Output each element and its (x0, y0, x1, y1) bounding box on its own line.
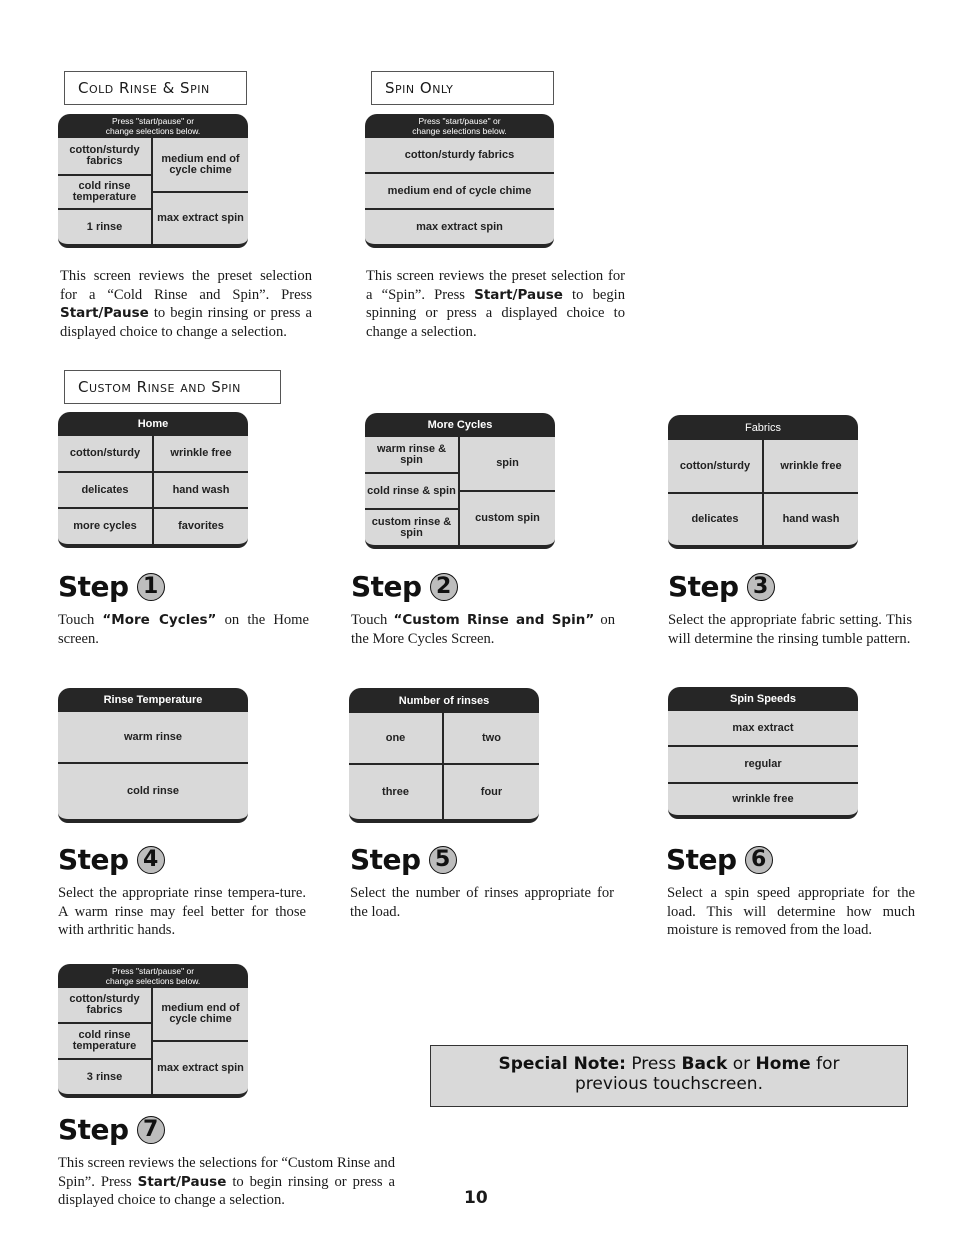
step-7-text: This screen reviews the selections for “Custom Rinse and Spin”. Press Start/Pause to begin rinsing or press a displayed choice to change a selection. (58, 1155, 395, 1208)
spin-regular[interactable]: regular (744, 758, 782, 770)
screen-fabrics (668, 415, 858, 549)
step-5-heading: Step 5 (350, 843, 457, 876)
step-2-text: Touch “Custom Rinse and Spin” on the More Cycles Screen. (351, 612, 616, 647)
option-spin-speed[interactable]: max extract spin (416, 220, 503, 233)
screen-header: Spin Speeds (668, 687, 858, 711)
screen-rinse-temperature (58, 688, 248, 823)
cycle-custom-spin[interactable]: custom spin (475, 512, 540, 524)
rinses-one[interactable]: one (385, 731, 406, 744)
section-title-custom-rinse-spin: Custom Rinse and Spin (64, 370, 281, 404)
fabric-wrinkle-free[interactable]: wrinkle free (780, 459, 842, 472)
option-cotton-sturdy-fabrics[interactable]: cotton/sturdy fabrics (404, 148, 515, 161)
screen-custom-review (58, 964, 248, 1098)
rinses-three[interactable]: three (382, 785, 409, 798)
cycle-custom-rinse-spin[interactable]: custom rinse & spin (371, 515, 452, 539)
screen-spin-speeds (668, 687, 858, 819)
rinses-two[interactable]: two (482, 731, 501, 744)
rinses-four[interactable]: four (480, 785, 503, 798)
step-number-badge: 5 (429, 846, 457, 874)
home-delicates[interactable]: delicates (81, 483, 129, 496)
screen-home (58, 412, 248, 548)
section-title-cold-rinse-spin: Cold Rinse & Spin (64, 71, 247, 105)
fabric-hand-wash[interactable]: hand wash (782, 513, 840, 525)
home-hand-wash[interactable]: hand wash (172, 483, 230, 496)
fabric-delicates[interactable]: delicates (691, 513, 739, 525)
step-7-heading: Step 7 (58, 1113, 165, 1146)
step-4-heading: Step 4 (58, 843, 165, 876)
screen-spin-only-review (365, 114, 554, 248)
screen-cold-rinse-review (58, 114, 248, 248)
spin-wrinkle-free[interactable]: wrinkle free (732, 793, 794, 805)
step-1-text: Touch “More Cycles” on the Home screen. (58, 612, 309, 647)
option-end-of-cycle-chime[interactable]: medium end of cycle chime (387, 184, 532, 197)
step-number-badge: 4 (137, 846, 165, 874)
step-number-badge: 6 (745, 846, 773, 874)
step-number-badge: 3 (747, 573, 775, 601)
step-3-heading: Step 3 (668, 570, 775, 603)
cycle-warm-rinse-spin[interactable]: warm rinse & spin (376, 442, 447, 466)
screen-header: Fabrics (668, 415, 858, 440)
rinse-cold[interactable]: cold rinse (127, 785, 179, 797)
fabric-cotton-sturdy[interactable]: cotton/sturdy (679, 459, 751, 472)
screen-header: Press "start/pause" or change selections below. (58, 114, 248, 138)
home-favorites[interactable]: favorites (178, 520, 224, 532)
screen-header: Home (58, 412, 248, 436)
spin-max-extract[interactable]: max extract (732, 721, 794, 734)
step-4-text: Select the appropriate rinse tempera-ture. A warm rinse may feel better for those with arthritic hands. (58, 885, 306, 938)
home-wrinkle-free[interactable]: wrinkle free (170, 447, 232, 459)
screen-header: More Cycles (365, 413, 555, 437)
step-6-text: Select a spin speed appropriate for the load. This will determine how much moisture is removed from the load. (667, 885, 915, 938)
rinse-warm[interactable]: warm rinse (123, 730, 183, 743)
screen-header: Number of rinses (349, 688, 539, 713)
screen-header: Press "start/pause" or change selections below. (365, 114, 554, 138)
paragraph-cold-rinse: This screen reviews the preset selection for a “Cold Rinse and Spin”. Press Start/Pause to begin rinsing or press a displayed choice to change a selection. (60, 268, 312, 340)
section-title-spin-only: Spin Only (371, 71, 554, 105)
home-cotton-sturdy[interactable]: cotton/sturdy (69, 447, 141, 459)
step-number-badge: 1 (137, 573, 165, 601)
paragraph-spin-only: This screen reviews the preset selection for a “Spin”. Press Start/Pause to begin spinning or press a displayed choice to change a selection. (366, 268, 625, 340)
step-6-heading: Step 6 (666, 843, 773, 876)
screen-header: Press "start/pause" or change selections below. (58, 964, 248, 988)
step-number-badge: 2 (430, 573, 458, 601)
special-note-box (430, 1045, 908, 1107)
step-5-text: Select the number of rinses appropriate for the load. (350, 885, 614, 920)
special-note-line-1: Special Note: Press Back or Home for (498, 1054, 840, 1074)
option-cotton-sturdy-fabrics[interactable]: cotton/sturdy fabrics (69, 144, 140, 167)
option-spin-speed[interactable]: max extract spin (157, 1061, 244, 1074)
home-more-cycles[interactable]: more cycles (73, 520, 137, 532)
screen-more-cycles (365, 413, 555, 549)
screen-header: Rinse Temperature (58, 688, 248, 712)
cycle-cold-rinse-spin[interactable]: cold rinse & spin (367, 484, 456, 497)
cycle-spin[interactable]: spin (496, 457, 519, 469)
special-note-line-2: previous touchscreen. (575, 1074, 763, 1094)
screen-number-of-rinses (349, 688, 539, 823)
option-rinse-count[interactable]: 1 rinse (86, 220, 123, 233)
option-end-of-cycle-chime[interactable]: medium end of cycle chime (161, 1002, 240, 1025)
step-3-text: Select the appropriate fabric setting. This will determine the rinsing tumble pattern. (668, 612, 912, 647)
option-end-of-cycle-chime[interactable]: medium end of cycle chime (161, 152, 240, 176)
option-spin-speed[interactable]: max extract spin (157, 212, 244, 224)
page-number: 10 (464, 1188, 488, 1208)
step-1-heading: Step 1 (58, 570, 165, 603)
step-number-badge: 7 (137, 1116, 165, 1144)
option-cotton-sturdy-fabrics[interactable]: cotton/sturdy fabrics (69, 993, 140, 1016)
option-cold-rinse-temperature[interactable]: cold rinse temperature (72, 1029, 137, 1052)
option-cold-rinse-temperature[interactable]: cold rinse temperature (72, 180, 137, 203)
step-2-heading: Step 2 (351, 570, 458, 603)
option-rinse-count[interactable]: 3 rinse (86, 1070, 123, 1083)
